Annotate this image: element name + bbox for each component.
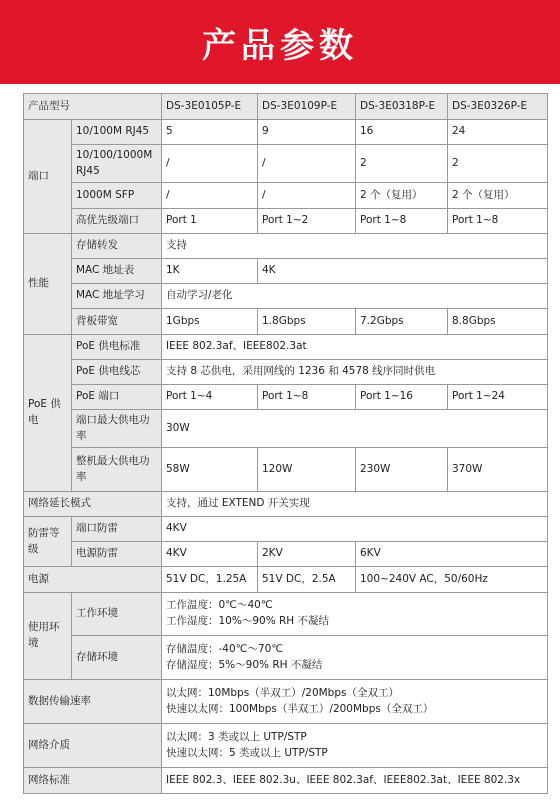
cell-value: 自动学习/老化 <box>162 284 548 309</box>
cell-value: / <box>162 145 258 183</box>
cell-value: 2 个（复用） <box>356 183 448 209</box>
cell-value: 1K <box>162 259 258 284</box>
cell-value: 6KV <box>356 542 548 567</box>
spec-table <box>23 93 548 794</box>
cell-value <box>162 724 548 768</box>
model-name: DS-3E0326P-E <box>448 94 548 120</box>
row-label: 存储转发 <box>72 234 162 259</box>
row-label: PoE 供电标准 <box>72 335 162 360</box>
category-lightning: 防雷等级 <box>24 517 72 567</box>
model-name: DS-3E0109P-E <box>258 94 356 120</box>
row-label: 1000M SFP <box>72 183 162 209</box>
row-label: 10/100M RJ45 <box>72 120 162 145</box>
table-row <box>24 492 548 517</box>
model-name: DS-3E0105P-E <box>162 94 258 120</box>
cell-value: Port 1~8 <box>448 209 548 234</box>
cell-value: Port 1~16 <box>356 385 448 410</box>
table-row <box>24 145 548 183</box>
cell-value: Port 1~8 <box>258 385 356 410</box>
table-row <box>24 385 548 410</box>
table-row <box>24 335 548 360</box>
cell-value: 370W <box>448 448 548 492</box>
cell-value <box>162 636 548 680</box>
cell-value: 30W <box>162 410 548 448</box>
category-performance: 性能 <box>24 234 72 335</box>
category-ports: 端口 <box>24 120 72 234</box>
title-banner <box>0 0 560 84</box>
row-label: 端口防雷 <box>72 517 162 542</box>
table-row <box>24 567 548 593</box>
table-row <box>24 410 548 448</box>
text-line: 快速以太网：5 类或以上 UTP/STP <box>166 746 328 759</box>
row-label: MAC 地址表 <box>72 259 162 284</box>
model-name: DS-3E0318P-E <box>356 94 448 120</box>
row-label: 网络标准 <box>24 768 162 794</box>
row-label: 网络介质 <box>24 724 162 768</box>
text-line: 以太网：10Mbps（半双工）/20Mbps（全双工） <box>166 686 399 699</box>
row-label: 存储环境 <box>72 636 162 680</box>
category-poe: PoE 供电 <box>24 335 72 492</box>
cell-value: 4KV <box>162 517 548 542</box>
cell-value: 4K <box>258 259 548 284</box>
row-label: 电源防雷 <box>72 542 162 567</box>
row-label: 背板带宽 <box>72 309 162 335</box>
cell-value <box>162 593 548 636</box>
cell-value: 支持 8 芯供电，采用网线的 1236 和 4578 线序同时供电 <box>162 360 548 385</box>
cell-value: 120W <box>258 448 356 492</box>
cell-value: Port 1~8 <box>356 209 448 234</box>
header-row <box>24 94 548 120</box>
table-row <box>24 636 548 680</box>
cell-value: 2 个（复用） <box>448 183 548 209</box>
cell-value: 5 <box>162 120 258 145</box>
text-line: 存储湿度：5%～90% RH 不凝结 <box>166 658 323 671</box>
row-label: 高优先级端口 <box>72 209 162 234</box>
text-line: 快速以太网：100Mbps（半双工）/200Mbps（全双工） <box>166 702 434 715</box>
row-label: PoE 供电线芯 <box>72 360 162 385</box>
table-row <box>24 183 548 209</box>
row-label: 网络延长模式 <box>24 492 162 517</box>
cell-value: 2KV <box>258 542 356 567</box>
cell-value: 9 <box>258 120 356 145</box>
cell-value: 支持 <box>162 234 548 259</box>
cell-value: 16 <box>356 120 448 145</box>
row-label: MAC 地址学习 <box>72 284 162 309</box>
table-row <box>24 724 548 768</box>
cell-value: 7.2Gbps <box>356 309 448 335</box>
text-line: 工作湿度：10%～90% RH 不凝结 <box>166 615 330 627</box>
row-label: 端口最大供电功率 <box>72 410 162 448</box>
table-row <box>24 542 548 567</box>
table-row <box>24 360 548 385</box>
cell-value: 支持，通过 EXTEND 开关实现 <box>162 492 548 517</box>
text-line: 存储温度：-40℃～70℃ <box>166 642 284 655</box>
text-line: 以太网：3 类或以上 UTP/STP <box>166 730 307 743</box>
row-label: 电源 <box>24 567 162 593</box>
cell-value: IEEE 802.3、IEEE 802.3u、IEEE 802.3af、IEEE802.3at、IEEE 802.3x <box>162 768 548 794</box>
cell-value: 51V DC，1.25A <box>162 567 258 593</box>
text-line: 工作温度：0℃～40℃ <box>166 599 273 612</box>
page-title: 产品参数 <box>202 25 358 66</box>
cell-value: 230W <box>356 448 448 492</box>
cell-value: 24 <box>448 120 548 145</box>
table-row <box>24 209 548 234</box>
cell-value: Port 1 <box>162 209 258 234</box>
cell-value: / <box>258 183 356 209</box>
category-environment: 使用环境 <box>24 593 72 680</box>
cell-value: 2 <box>356 145 448 183</box>
cell-value <box>162 680 548 724</box>
table-row <box>24 680 548 724</box>
row-label: PoE 端口 <box>72 385 162 410</box>
cell-value: 51V DC，2.5A <box>258 567 356 593</box>
model-label: 产品型号 <box>24 94 162 120</box>
cell-value: 1.8Gbps <box>258 309 356 335</box>
cell-value: / <box>162 183 258 209</box>
table-row <box>24 517 548 542</box>
table-row <box>24 768 548 794</box>
row-label: 工作环境 <box>72 593 162 636</box>
table-row <box>24 309 548 335</box>
row-label: 整机最大供电功率 <box>72 448 162 492</box>
cell-value: Port 1~24 <box>448 385 548 410</box>
cell-value: IEEE 802.3af、IEEE802.3at <box>162 335 548 360</box>
cell-value: 1Gbps <box>162 309 258 335</box>
table-row <box>24 259 548 284</box>
table-row <box>24 448 548 492</box>
cell-value: 58W <box>162 448 258 492</box>
cell-value: 100~240V AC，50/60Hz <box>356 567 548 593</box>
cell-value: 4KV <box>162 542 258 567</box>
cell-value: / <box>258 145 356 183</box>
cell-value: 8.8Gbps <box>448 309 548 335</box>
table-row <box>24 120 548 145</box>
row-label: 数据传输速率 <box>24 680 162 724</box>
table-row <box>24 234 548 259</box>
cell-value: 2 <box>448 145 548 183</box>
cell-value: Port 1~2 <box>258 209 356 234</box>
row-label: 10/100/1000M RJ45 <box>72 145 162 183</box>
table-row <box>24 593 548 636</box>
table-row <box>24 284 548 309</box>
cell-value: Port 1~4 <box>162 385 258 410</box>
